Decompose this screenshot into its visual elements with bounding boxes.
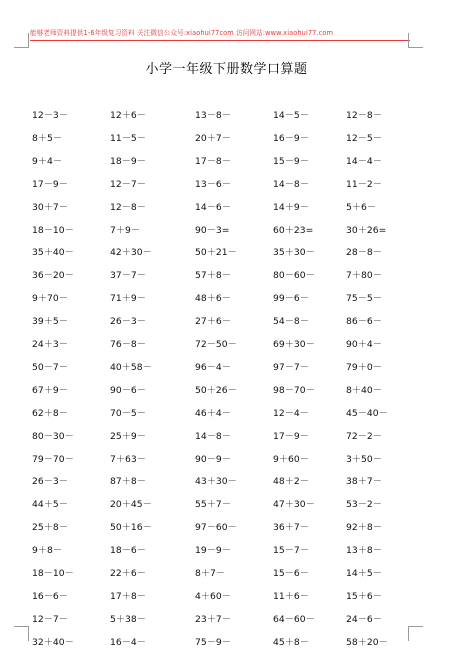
problem-item: 30＋7－ <box>32 201 68 213</box>
problem-item: 14＋9－ <box>273 201 309 213</box>
problem-item: 13－6－ <box>195 178 231 190</box>
problem-item: 9＋8－ <box>32 545 63 557</box>
problem-item: 50＋21－ <box>195 247 237 259</box>
problem-item: 18－9－ <box>110 155 146 167</box>
problem-item: 14－5－ <box>273 110 309 121</box>
problem-item: 72－2－ <box>346 430 382 442</box>
problem-item: 43＋30－ <box>195 476 237 488</box>
problem-item: 97－7－ <box>273 361 309 373</box>
problem-item: 15＋6－ <box>346 590 382 602</box>
problem-item: 13＋8－ <box>346 545 382 557</box>
problem-item: 18－10－ <box>32 568 74 579</box>
problem-item: 12＋6－ <box>110 110 146 121</box>
problem-item: 17－8－ <box>195 155 231 167</box>
problem-item: 90－9－ <box>195 453 231 465</box>
problem-item: 14－8－ <box>195 430 231 442</box>
problem-item: 4＋60－ <box>195 590 231 602</box>
problem-item: 75－5－ <box>346 293 382 305</box>
problem-item: 9＋70－ <box>32 293 68 305</box>
problem-item: 67＋9－ <box>32 384 68 396</box>
problem-item: 75－9－ <box>195 636 231 648</box>
problem-item: 9＋4－ <box>32 155 63 167</box>
problem-item: 47＋30－ <box>273 499 315 511</box>
problem-item: 19－9－ <box>195 545 231 557</box>
problem-item: 35＋30－ <box>273 247 315 259</box>
problem-item: 60＋23= <box>273 224 314 236</box>
problem-item: 26－3－ <box>32 476 68 488</box>
problem-item: 39＋5－ <box>32 316 68 328</box>
problem-item: 20＋45－ <box>110 499 152 511</box>
problem-item: 25＋8－ <box>32 522 68 534</box>
problem-item: 8＋7－ <box>195 568 226 579</box>
problem-item: 64－60－ <box>273 613 315 625</box>
problem-item: 48＋2－ <box>273 476 309 488</box>
problem-item: 27＋6－ <box>195 316 231 328</box>
problem-item: 35＋40－ <box>32 247 74 259</box>
problem-item: 79－70－ <box>32 453 74 465</box>
problem-item: 14－4－ <box>346 155 382 167</box>
problem-item: 15－9－ <box>273 155 309 167</box>
problem-item: 72－50－ <box>195 339 237 350</box>
problem-item: 11＋6－ <box>273 590 309 602</box>
problem-item: 15－7－ <box>273 545 309 557</box>
problem-item: 15－6－ <box>273 568 309 579</box>
problem-item: 45＋8－ <box>273 636 309 648</box>
problem-item: 62＋8－ <box>32 407 68 419</box>
problem-item: 36＋7－ <box>273 522 309 534</box>
problem-item: 13－8－ <box>195 110 231 121</box>
problem-item: 90＋4－ <box>346 339 382 350</box>
problem-item: 11－2－ <box>346 178 382 190</box>
problem-item: 14＋5－ <box>346 568 382 579</box>
problem-item: 20＋7－ <box>195 132 231 144</box>
problem-item: 53－2－ <box>346 499 382 511</box>
problem-item: 16－6－ <box>32 590 68 602</box>
problem-item: 87＋8－ <box>110 476 146 488</box>
problem-item: 46＋4－ <box>195 407 231 419</box>
problem-item: 12－7－ <box>32 613 68 625</box>
problem-item: 70－5－ <box>110 407 146 419</box>
problem-item: 5＋38－ <box>110 613 146 625</box>
problem-item: 48＋6－ <box>195 293 231 305</box>
problem-item: 22＋6－ <box>110 568 146 579</box>
problem-item: 57＋8－ <box>195 270 231 282</box>
problem-item: 92＋8－ <box>346 522 382 534</box>
problem-item: 42＋30－ <box>110 247 152 259</box>
problem-item: 17－9－ <box>273 430 309 442</box>
problem-item: 18－10－ <box>32 224 74 236</box>
problem-item: 17－9－ <box>32 178 68 190</box>
problem-item: 12－3－ <box>32 110 68 121</box>
problem-item: 55＋7－ <box>195 499 231 511</box>
problem-item: 8＋5－ <box>32 132 63 144</box>
problem-item: 86－6－ <box>346 316 382 328</box>
problem-item: 45－40－ <box>346 407 388 419</box>
problem-item: 7＋80－ <box>346 270 382 282</box>
problem-item: 17＋8－ <box>110 590 146 602</box>
page-header-text: 能够老师资料提供1-6年级复习资料 关注微信公众号:xiaohui77com 访问网站:www.xiaohui77.com <box>30 29 334 37</box>
problem-item: 12－5－ <box>346 132 382 144</box>
problem-item: 7＋63－ <box>110 453 146 465</box>
problem-item: 26－3－ <box>110 316 146 328</box>
problem-item: 24＋3－ <box>32 339 68 350</box>
problem-item: 54－8－ <box>273 316 309 328</box>
problem-item: 98－70－ <box>273 384 315 396</box>
problem-item: 90－6－ <box>110 384 146 396</box>
problem-item: 12－7－ <box>110 178 146 190</box>
problem-item: 8＋40－ <box>346 384 382 396</box>
problem-item: 80－60－ <box>273 270 315 282</box>
problem-item: 30＋26= <box>346 224 387 236</box>
problem-item: 58＋20－ <box>346 636 388 648</box>
problem-item: 11－5－ <box>110 132 146 144</box>
problem-item: 38＋7－ <box>346 476 382 488</box>
problem-item: 23＋7－ <box>195 613 231 625</box>
problem-item: 76－8－ <box>110 339 146 350</box>
problem-item: 24－6－ <box>346 613 382 625</box>
problem-item: 69＋30－ <box>273 339 315 350</box>
problem-item: 3＋50－ <box>346 453 382 465</box>
problem-item: 7＋9－ <box>110 224 141 236</box>
problem-item: 80－30－ <box>32 430 74 442</box>
problem-item: 16－4－ <box>110 636 146 648</box>
problem-item: 37－7－ <box>110 270 146 282</box>
page-title: 小学一年级下册数学口算题 <box>145 62 308 77</box>
problem-item: 12－4－ <box>273 407 309 419</box>
problem-item: 96－4－ <box>195 361 231 373</box>
problem-item: 16－9－ <box>273 132 309 144</box>
problem-item: 40＋58－ <box>110 361 152 373</box>
problem-item: 50＋26－ <box>195 384 237 396</box>
problem-item: 9＋60－ <box>273 453 309 465</box>
problem-item: 18－6－ <box>110 545 146 557</box>
problem-item: 79＋0－ <box>346 361 382 373</box>
problem-item: 36－20－ <box>32 270 74 282</box>
problem-item: 50－7－ <box>32 361 68 373</box>
problem-item: 12－8－ <box>346 110 382 121</box>
problem-item: 14－8－ <box>273 178 309 190</box>
problem-item: 28－8－ <box>346 247 382 259</box>
problem-item: 97－60－ <box>195 522 237 534</box>
problem-item: 32＋40－ <box>32 636 74 648</box>
problem-item: 44＋5－ <box>32 499 68 511</box>
problem-item: 14－6－ <box>195 201 231 213</box>
problem-item: 90－3= <box>195 224 230 236</box>
problem-item: 50＋16－ <box>110 522 152 534</box>
problem-item: 99－6－ <box>273 293 309 305</box>
problem-item: 12－8－ <box>110 201 146 213</box>
problem-item: 71＋9－ <box>110 293 146 305</box>
problem-item: 5＋6－ <box>346 201 377 213</box>
problem-item: 25＋9－ <box>110 430 146 442</box>
